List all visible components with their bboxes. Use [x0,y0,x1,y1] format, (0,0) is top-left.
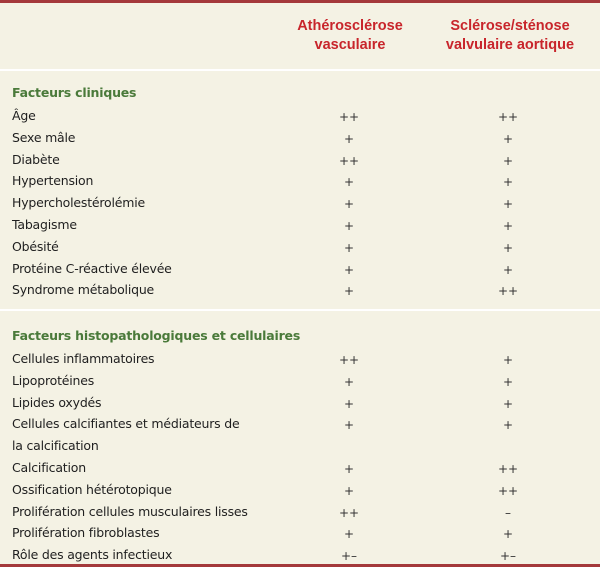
value-atherosclerose: + [343,418,355,433]
table-row [0,479,600,501]
value-atherosclerose: + [343,197,355,212]
row-label: Obésité [12,238,59,254]
table-row [0,127,600,149]
value-stenose-aortique: + [502,262,514,277]
section-divider [0,309,600,311]
value-stenose-aortique: + [502,527,514,542]
value-stenose-aortique: + [502,374,514,389]
table-row [0,149,600,171]
value-atherosclerose: + [343,175,355,190]
value-stenose-aortique: + [502,197,514,212]
table-row [0,348,600,370]
clinical-factors-rows [0,105,600,301]
column-header-stenose-aortique: Sclérose/sténose valvulaire aortique [445,18,575,53]
row-label: Hypercholestérolémie [12,195,146,211]
table-row [0,370,600,392]
row-label: Hypertension [12,173,94,189]
row-label: Calcification [12,459,86,475]
histopathological-factors-rows [0,348,600,566]
value-stenose-aortique: – [505,505,511,520]
value-stenose-aortique: ++ [497,284,519,299]
value-atherosclerose: + [343,483,355,498]
row-label: Tabagisme [12,216,77,232]
table-row [0,214,600,236]
value-stenose-aortique: + [502,218,514,233]
value-atherosclerose: + [343,461,355,476]
value-stenose-aortique: + [502,418,514,433]
table-row [0,192,600,214]
value-atherosclerose: ++ [338,505,360,520]
row-label: Cellules calcifiantes et médiateurs de la calcification [12,416,240,454]
value-stenose-aortique: ++ [497,461,519,476]
value-atherosclerose: + [343,218,355,233]
row-label: Syndrome métabolique [12,282,155,298]
table-row [0,457,600,479]
table-row [0,170,600,192]
value-atherosclerose: ++ [338,153,360,168]
row-label: Diabète [12,151,60,167]
row-label: Âge [12,108,36,123]
value-atherosclerose: + [343,240,355,255]
value-stenose-aortique: ++ [497,483,519,498]
value-atherosclerose: + [343,284,355,299]
table-row [0,413,600,457]
row-label: Cellules inflammatoires [12,351,155,366]
value-atherosclerose: ++ [338,353,360,367]
table-row [0,522,600,544]
value-atherosclerose: + [343,374,355,389]
section-title-histopathological: Facteurs histopathologiques et cellulaires [12,328,301,343]
table-row [0,236,600,258]
row-label: Protéine C-réactive élevée [12,260,172,276]
row-label: Lipides oxydés [12,394,102,410]
value-atherosclerose: + [343,396,355,411]
header-divider [0,69,600,71]
row-label: Sexe mâle [12,129,76,145]
section-title-clinical: Facteurs cliniques [12,85,137,100]
value-stenose-aortique: ++ [497,110,519,124]
table-row [0,392,600,414]
value-atherosclerose: ++ [338,110,360,124]
value-stenose-aortique: + [502,353,514,367]
value-atherosclerose: + [343,262,355,277]
value-stenose-aortique: + [502,240,514,255]
value-stenose-aortique: + [502,131,514,146]
value-atherosclerose: + [343,131,355,146]
value-atherosclerose: + [343,527,355,542]
value-stenose-aortique: +– [499,549,517,564]
table-row [0,544,600,566]
column-header-atherosclerose: Athérosclérose vasculaire [297,18,403,53]
value-stenose-aortique: + [502,153,514,168]
table-row [0,501,600,523]
row-label: Lipoprotéines [12,372,95,388]
row-label: Prolifération fibroblastes [12,525,160,541]
table-row [0,105,600,127]
row-label: Ossification hétérotopique [12,481,172,497]
row-label: Prolifération cellules musculaires lisses [12,503,248,519]
table-row [0,258,600,280]
value-stenose-aortique: + [502,175,514,190]
table-row [0,279,600,301]
value-stenose-aortique: + [502,396,514,411]
value-atherosclerose: +– [340,549,358,564]
row-label: Rôle des agents infectieux [12,547,173,563]
